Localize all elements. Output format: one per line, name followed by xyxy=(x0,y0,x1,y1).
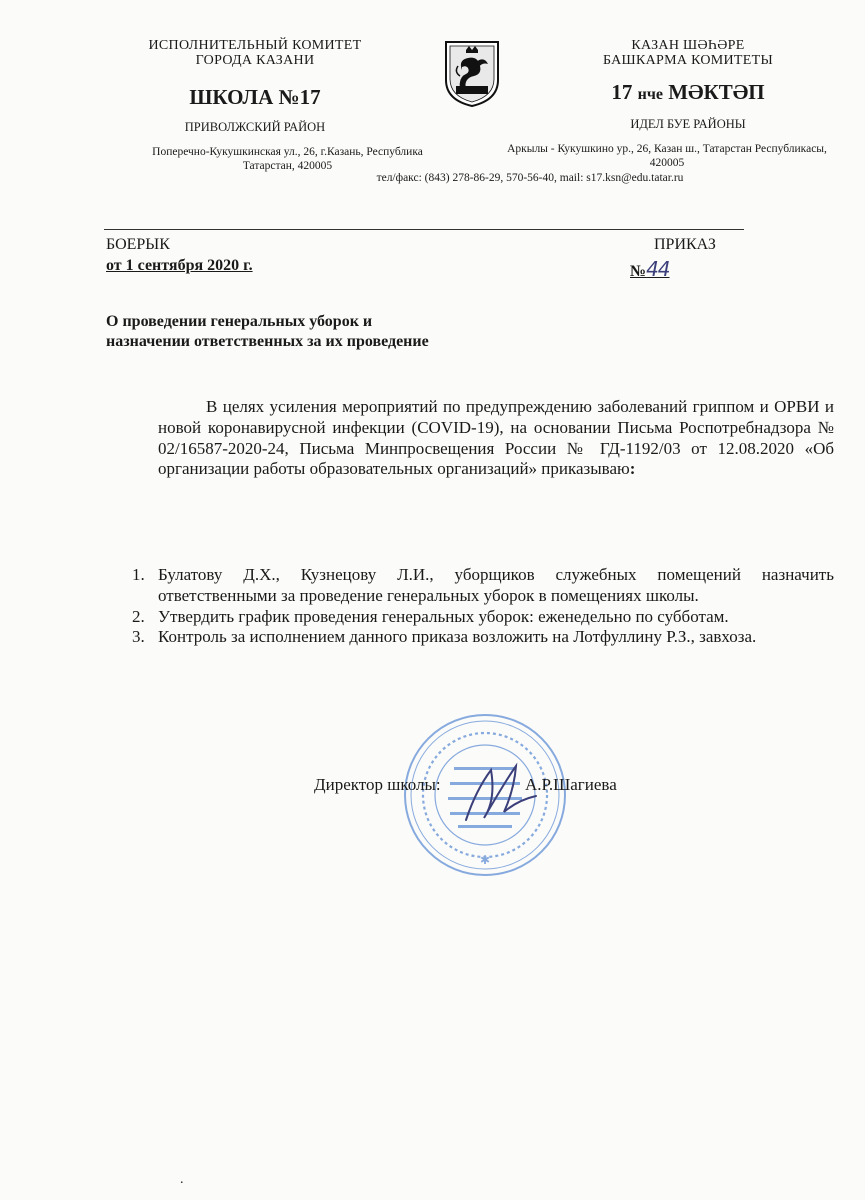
order-item xyxy=(132,565,834,607)
header-left-committee xyxy=(120,38,390,68)
header-left-committee-line2: ГОРОДА КАЗАНИ xyxy=(195,53,315,68)
order-item-number: 2. xyxy=(132,606,145,626)
director-signature xyxy=(456,760,546,830)
order-items-list xyxy=(132,565,834,648)
header-right-address xyxy=(482,142,852,170)
order-number xyxy=(630,257,670,281)
order-number-handwritten: 44 xyxy=(646,257,670,281)
header-left-school: ШКОЛА №17 xyxy=(189,85,321,109)
header-right-address-line1: Аркылы - Кукушкино ур., 26, Казан ш., Татарстан Республикасы, xyxy=(507,143,827,155)
header-left-address-line1: Поперечно-Кукушкинская ул., 26, г.Казань, Республика xyxy=(152,146,423,158)
order-subject xyxy=(106,312,526,352)
order-item-number: 1. xyxy=(132,565,145,584)
order-item xyxy=(132,627,834,648)
order-city: БОЕРЫК xyxy=(106,236,170,253)
order-preamble xyxy=(158,397,834,480)
director-role: Директор школы: xyxy=(314,775,441,794)
order-preamble-colon: : xyxy=(629,459,636,479)
order-subject-line2: назначении ответственных за их проведение xyxy=(106,333,429,350)
order-subject-line1: О проведении генеральных уборок и xyxy=(106,313,373,330)
header-left-district: ПРИВОЛЖСКИЙ РАЙОН xyxy=(184,120,326,134)
order-item xyxy=(132,607,834,628)
header-contacts: тел/факс: (843) 278-86-29, 570-56-40, mail: s17.ksn@edu.tatar.ru xyxy=(376,172,684,184)
header-right-school xyxy=(578,80,798,105)
header-right-school-number: 17 xyxy=(611,80,633,104)
header-right-school-word: МӘКТӘП xyxy=(668,80,765,104)
page-mark: . xyxy=(180,1172,184,1187)
header-right-school-suffix: нче xyxy=(637,86,663,103)
order-label: ПРИКАЗ xyxy=(654,236,716,253)
header-divider xyxy=(104,229,744,230)
kazan-coat-of-arms-emblem xyxy=(444,40,500,108)
order-item-text: Утвердить график проведения генеральных уборок: еженедельно по субботам. xyxy=(158,606,729,626)
svg-text:✱: ✱ xyxy=(479,853,491,867)
order-preamble-text: В целях усиления мероприятий по предупреждению заболеваний гриппом и ОРВИ и новой коронавирусной инфекции (COVID-19), на основании Письма Роспотребнадзора № 02/16587-2020-24, Письма Минпросвещения России № ГД-1192/03 от 12.08.2020 «Об организации работы образовательных организаций» приказываю xyxy=(158,397,834,479)
header-left-address xyxy=(120,145,455,173)
order-number-prefix: № xyxy=(630,263,647,280)
header-right-committee-line1: КАЗАН ШӘҺӘРЕ xyxy=(631,38,745,53)
order-item-number: 3. xyxy=(132,627,145,647)
header-right-address-line2: 420005 xyxy=(649,157,685,169)
header-right-district: ИДЕЛ БУЕ РАЙОНЫ xyxy=(630,117,746,131)
order-date: от 1 сентября 2020 г. xyxy=(106,257,253,274)
header-right-committee-line2: БАШКАРМА КОМИТЕТЫ xyxy=(602,53,773,68)
director-name: А.Р.Шагиева xyxy=(525,775,617,794)
order-item-text: Контроль за исполнением данного приказа возложить на Лотфуллину Р.З., завхоза. xyxy=(158,627,757,647)
header-left-address-line2: Татарстан, 420005 xyxy=(242,160,333,172)
header-right-committee xyxy=(578,38,798,68)
order-item-text: Булатову Д.Х., Кузнецову Л.И., уборщиков служебных помещений назначить ответственными за проведение генеральных уборок в помещениях школы. xyxy=(158,565,834,605)
header-left-committee-line1: ИСПОЛНИТЕЛЬНЫЙ КОМИТЕТ xyxy=(148,38,362,53)
